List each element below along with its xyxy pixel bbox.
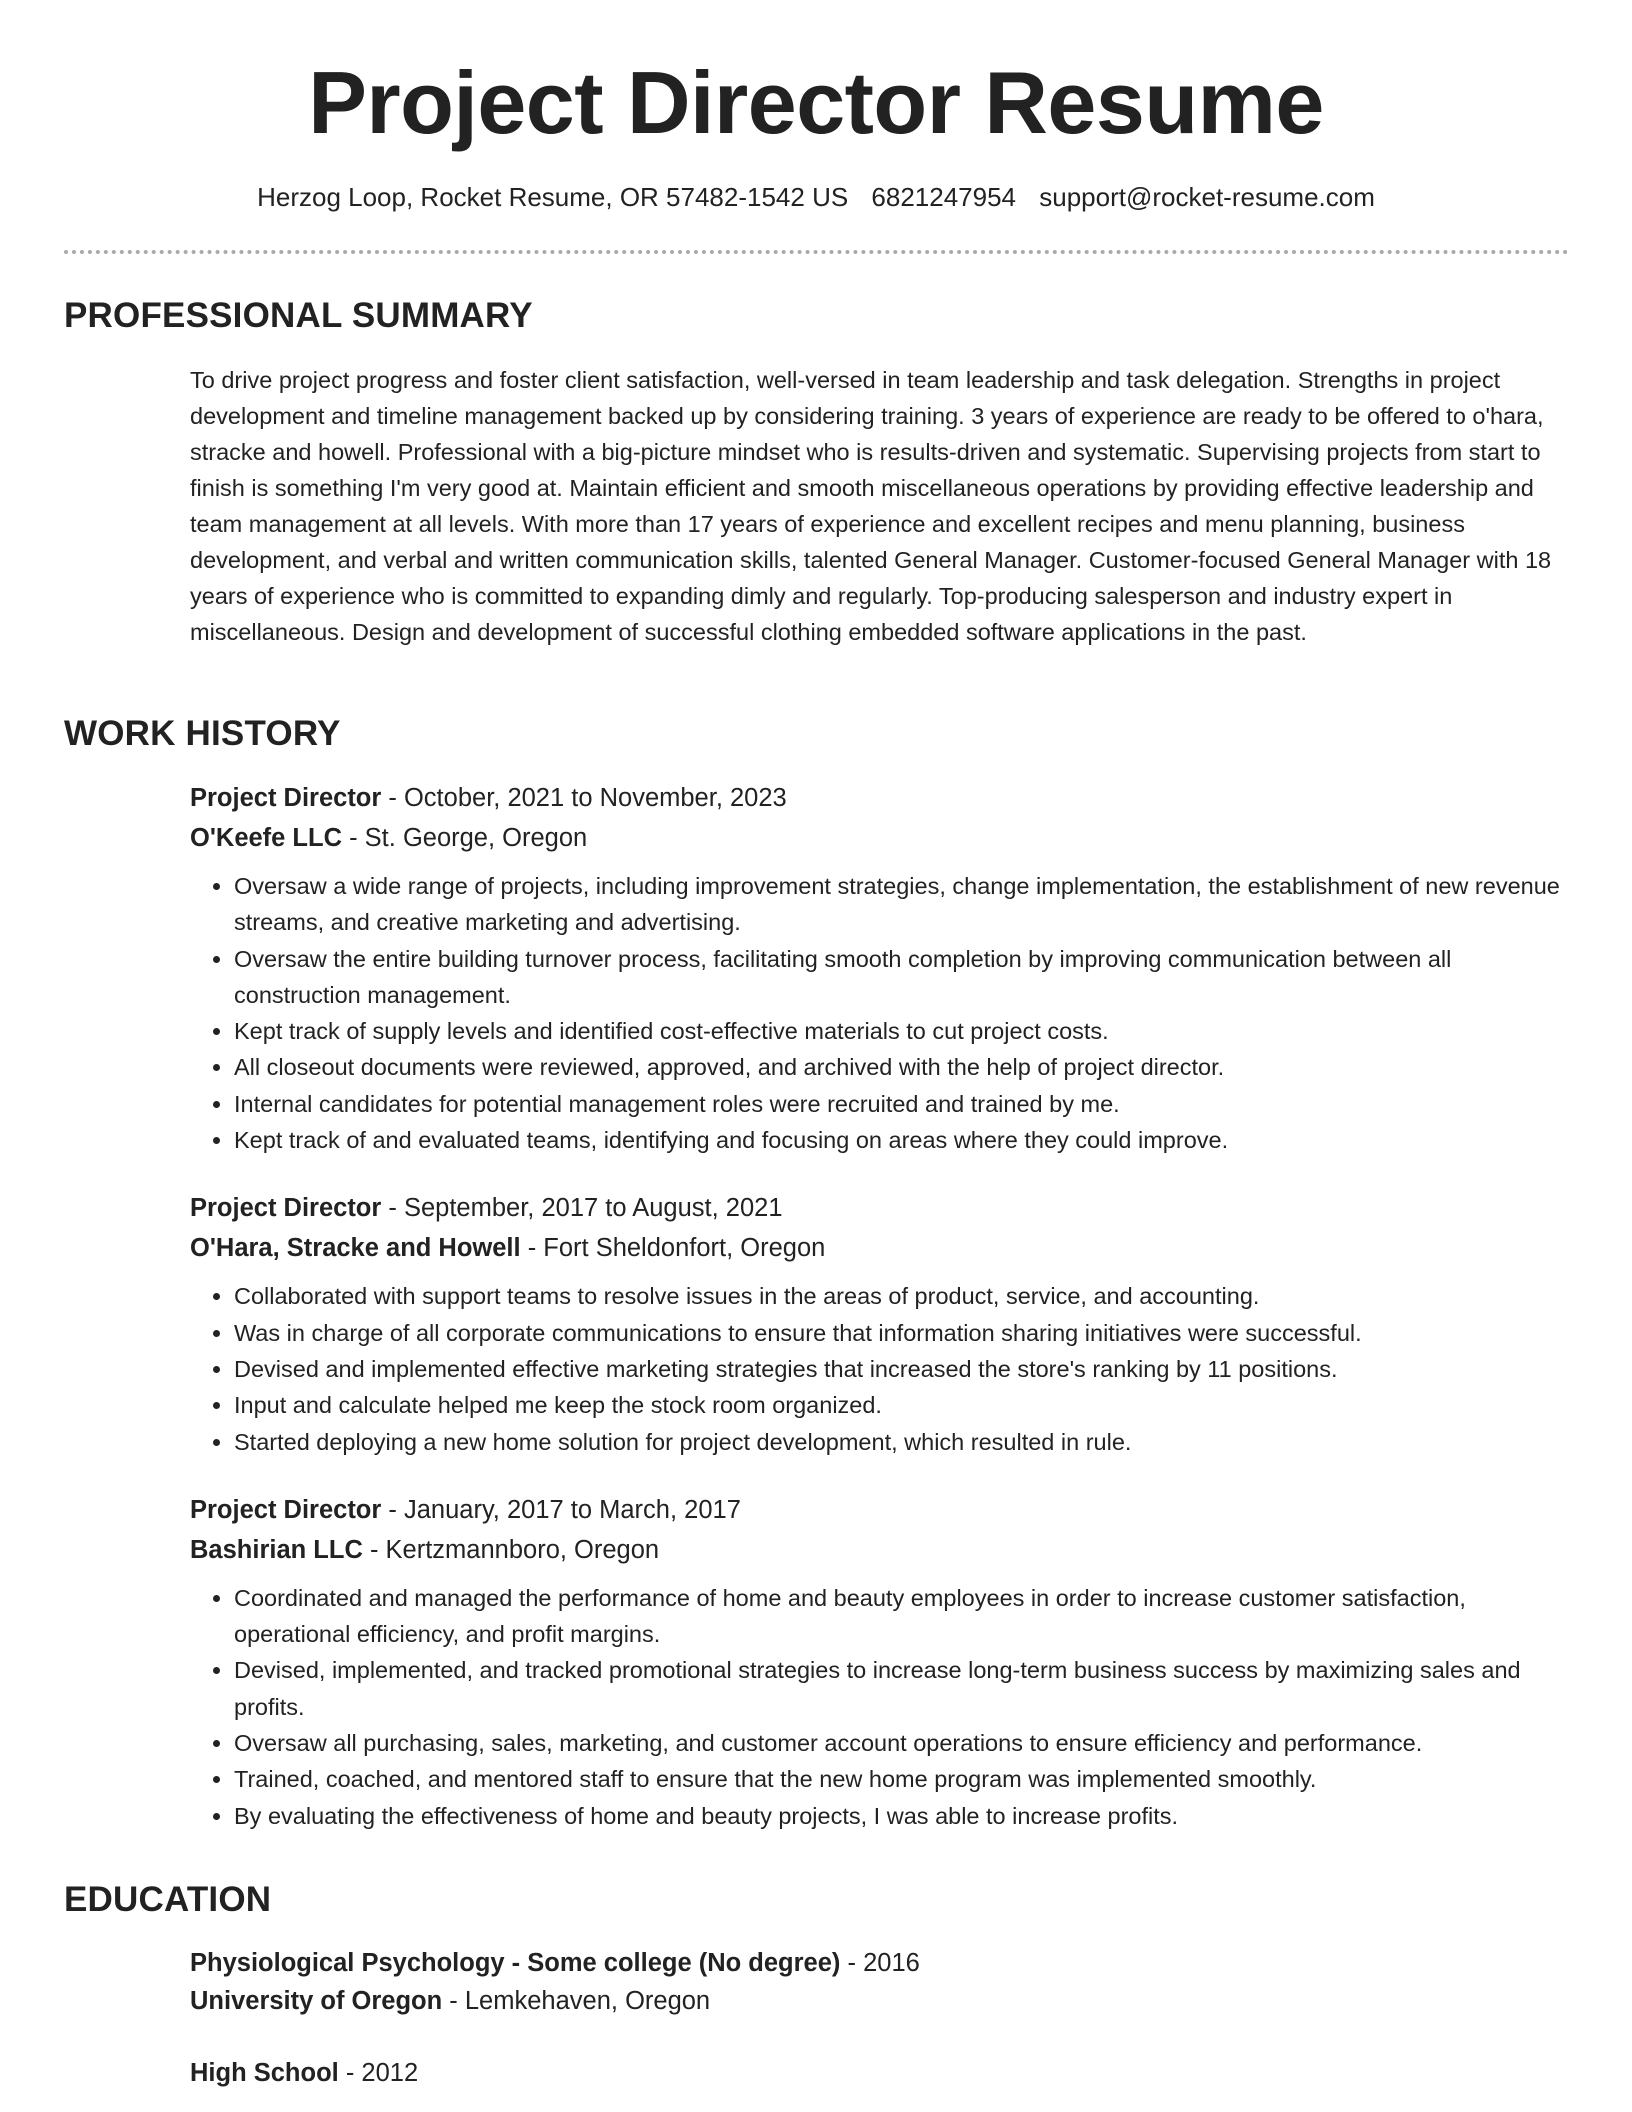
- job-title: Project Director: [190, 1194, 382, 1223]
- education-degree-line: [190, 1944, 1569, 1982]
- education-degree-line: [190, 2054, 1569, 2092]
- job-location: - Kertzmannboro, Oregon: [362, 1535, 660, 1564]
- education-entry: [190, 2054, 1569, 2092]
- job-location: - St. George, Oregon: [342, 824, 588, 852]
- job-title-line: [190, 1188, 1569, 1228]
- job-dates: - September, 2017 to August, 2021: [381, 1194, 783, 1223]
- duty-item: • All closeout documents were reviewed, approved, and archived with the help of project director.: [234, 1049, 1569, 1085]
- job-entry: [190, 778, 1569, 1158]
- duty-item: • Oversaw a wide range of projects, including improvement strategies, change implementation, the establishment of new revenue streams, and creative marketing and advertising.: [234, 868, 1569, 941]
- job-company-line: [190, 1530, 1569, 1570]
- education-year: - 2016: [840, 1949, 920, 1977]
- duty-item: • Trained, coached, and mentored staff to ensure that the new home program was implemented smoothly.: [234, 1761, 1569, 1797]
- duty-item: • Kept track of and evaluated teams, identifying and focusing on areas where they could improve.: [234, 1122, 1569, 1158]
- job-duties-list: [190, 1580, 1569, 1834]
- job-title-line: [190, 778, 1569, 818]
- duty-item: • Was in charge of all corporate communications to ensure that information sharing initiatives were successful.: [234, 1315, 1569, 1351]
- education-degree: Physiological Psychology - Some college (No degree): [190, 1949, 841, 1977]
- duty-item: • Oversaw all purchasing, sales, marketing, and customer account operations to ensure efficiency and performance.: [234, 1725, 1569, 1761]
- job-duties-list: [190, 1278, 1569, 1459]
- job-location: - Fort Sheldonfort, Oregon: [520, 1234, 826, 1263]
- job-duties-list: [190, 868, 1569, 1158]
- job-company: Bashirian LLC: [190, 1535, 363, 1564]
- education-year: - 2012: [338, 2059, 419, 2087]
- education-degree: High School: [190, 2059, 339, 2087]
- job-dates: - October, 2021 to November, 2023: [381, 784, 787, 812]
- education-school-line: [190, 1982, 1569, 2020]
- page-title: Project Director Resume: [308, 53, 1324, 152]
- job-company-line: [190, 818, 1569, 858]
- job-entry: [190, 1490, 1569, 1834]
- work-history-section: [64, 714, 1569, 1834]
- duty-item: • Internal candidates for potential management roles were recruited and trained by me.: [234, 1086, 1569, 1122]
- duty-item: • Input and calculate helped me keep the stock room organized.: [234, 1387, 1569, 1423]
- contact-line: [0, 182, 1632, 213]
- summary-section: [64, 296, 1569, 650]
- duty-item: • Collaborated with support teams to resolve issues in the areas of product, service, and accounting.: [234, 1278, 1569, 1314]
- job-company: O'Keefe LLC: [190, 824, 343, 852]
- summary-text: To drive project progress and foster client satisfaction, well-versed in team leadership and task delegation. Strengths in project development and timeline management backed up by considering training. 3 years of experience are ready to be offered to o'hara, stracke and howell. Professional with a big-picture mindset who is results-driven and systematic. Supervising projects from start to finish is something I'm very good at. Maintain efficient and smooth miscellaneous operations by providing effective leadership and team management at all levels. With more than 17 years of experience and excellent recipes and menu planning, business development, and verbal and written communication skills, talented General Manager. Customer-focused General Manager with 18 years of experience who is committed to expanding dimly and regularly. Top-producing salesperson and industry expert in miscellaneous. Design and development of successful clothing embedded software applications in the past.: [190, 367, 1552, 645]
- summary-heading: PROFESSIONAL SUMMARY: [64, 296, 533, 335]
- education-heading: EDUCATION: [64, 1880, 272, 1919]
- education-entry: [190, 1944, 1569, 2020]
- duty-item: • Started deploying a new home solution for project development, which resulted in rule.: [234, 1424, 1569, 1460]
- duty-item: • Coordinated and managed the performance of home and beauty employees in order to increase customer satisfaction, operational efficiency, and profit margins.: [234, 1580, 1569, 1653]
- work-history-heading: WORK HISTORY: [64, 714, 341, 753]
- job-company-line: [190, 1228, 1569, 1268]
- contact-address: Herzog Loop, Rocket Resume, OR 57482-1542 US: [257, 182, 849, 212]
- job-entry: [190, 1188, 1569, 1459]
- duty-item: • By evaluating the effectiveness of home and beauty projects, I was able to increase profits.: [234, 1798, 1569, 1834]
- job-dates: - January, 2017 to March, 2017: [381, 1495, 741, 1524]
- contact-email: support@rocket-resume.com: [1039, 182, 1375, 212]
- duty-item: • Devised, implemented, and tracked promotional strategies to increase long-term business success by maximizing sales and profits.: [234, 1652, 1569, 1725]
- duty-item: • Devised and implemented effective marketing strategies that increased the store's ranking by 11 positions.: [234, 1351, 1569, 1387]
- education-school: University of Oregon: [190, 1987, 443, 2015]
- contact-phone: 6821247954: [871, 182, 1017, 212]
- education-section: [64, 1880, 1569, 2092]
- education-location: - Lemkehaven, Oregon: [442, 1987, 711, 2015]
- duty-item: • Oversaw the entire building turnover process, facilitating smooth completion by improving communication between all construction management.: [234, 941, 1569, 1014]
- job-title: Project Director: [190, 784, 382, 812]
- job-company: O'Hara, Stracke and Howell: [190, 1234, 521, 1263]
- job-title-line: [190, 1490, 1569, 1530]
- duty-item: • Kept track of supply levels and identified cost-effective materials to cut project costs.: [234, 1013, 1569, 1049]
- header-divider: [64, 250, 1569, 254]
- job-title: Project Director: [190, 1495, 382, 1524]
